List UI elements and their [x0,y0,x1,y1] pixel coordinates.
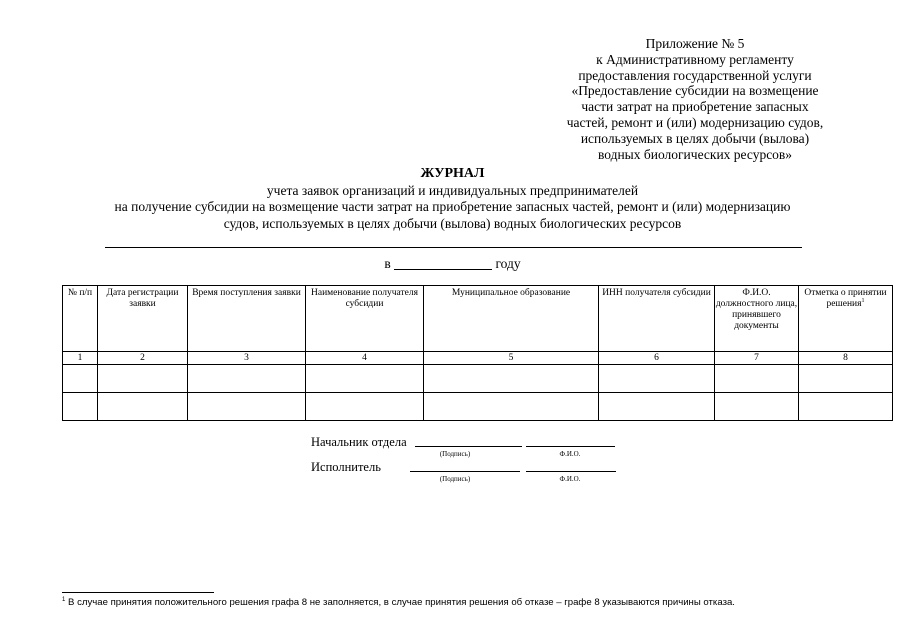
table-cell[interactable] [599,393,715,421]
table-cell[interactable] [306,393,424,421]
title-line-1: учета заявок организаций и индивидуальных предпринимателей [266,182,639,198]
executor-name-line[interactable] [526,471,616,472]
column-header: Наименование получателя субсидии [306,286,424,352]
table-cell[interactable] [715,365,799,393]
table-cell[interactable] [188,393,306,421]
executor-label: Исполнитель [311,460,381,474]
year-prefix: в [384,256,391,271]
column-number: 7 [715,352,799,365]
appendix-line: «Предоставление субсидии на возмещение [571,83,819,99]
table-cell[interactable] [715,393,799,421]
column-number: 8 [799,352,893,365]
column-header: Дата регистрации заявки [98,286,188,352]
appendix-line: части затрат на приобретение запасных [581,99,809,115]
table-row [63,393,893,421]
appendix-line: Приложение № 5 [645,36,745,51]
column-header-decision [799,286,893,352]
year-suffix: году [495,256,521,271]
column-number: 1 [63,352,98,365]
table-cell[interactable] [599,365,715,393]
table-cell[interactable] [63,393,98,421]
table-cell[interactable] [424,393,599,421]
appendix-line: предоставления государственной услуги [578,67,812,83]
column-header-label: Отметка о принятии решения [804,288,887,309]
title-line-2: на получение субсидии на возмещение части затрат на приобретение запасных частей, ремонт и (или) модернизацию [114,199,791,214]
column-header: Ф.И.О. должностного лица, принявшего документы [715,286,799,352]
column-number: 2 [98,352,188,365]
head-name-line[interactable] [526,446,615,447]
column-number: 3 [188,352,306,365]
column-number: 5 [424,352,599,365]
name-caption: Ф.И.О. [559,475,581,483]
column-header: Муниципальное образование [424,286,599,352]
table-cell[interactable] [63,365,98,393]
footnote-separator [62,592,214,593]
year-line [30,256,875,272]
footnote [62,597,897,609]
appendix-line: используемых в целях добычи (вылова) [580,130,810,146]
appendix-line: водных биологических ресурсов» [597,146,793,162]
title-underline [105,247,802,248]
document-title [30,166,875,232]
table-header-row [63,286,893,352]
column-number: 6 [599,352,715,365]
column-number-row [63,352,893,365]
column-header: ИНН получателя субсидии [599,286,715,352]
table-cell[interactable] [98,393,188,421]
journal-heading: ЖУРНАЛ [420,166,485,181]
footnote-number: 1 [62,597,66,603]
table-cell[interactable] [188,365,306,393]
appendix-header [530,36,860,162]
table-cell[interactable] [306,365,424,393]
table-cell[interactable] [98,365,188,393]
title-line-3: судов, используемых в целях добычи (вылова) водных биологических ресурсов [223,215,682,231]
appendix-line: частей, ремонт и (или) модернизацию судов, [566,114,824,130]
column-number: 4 [306,352,424,365]
year-blank-field[interactable] [394,257,492,270]
head-of-department-label: Начальник отдела [311,435,407,449]
column-header: Время поступления заявки [188,286,306,352]
signature-caption: (Подпись) [439,475,471,483]
footnote-text: В случае принятия положительного решения графа 8 не заполняется, в случае принятия решения об отказе – графе 8 указываются причины отказа. [68,597,735,608]
table-row [63,365,893,393]
journal-table [62,285,893,421]
table-cell[interactable] [799,393,893,421]
table-cell[interactable] [799,365,893,393]
head-signature-line[interactable] [415,446,522,447]
name-caption: Ф.И.О. [559,450,581,458]
executor-signature-line[interactable] [410,471,520,472]
signature-caption: (Подпись) [439,450,471,458]
table-cell[interactable] [424,365,599,393]
appendix-line: к Административному регламенту [596,51,794,67]
column-header: № п/п [63,286,98,352]
footnote-marker: 1 [861,298,865,304]
